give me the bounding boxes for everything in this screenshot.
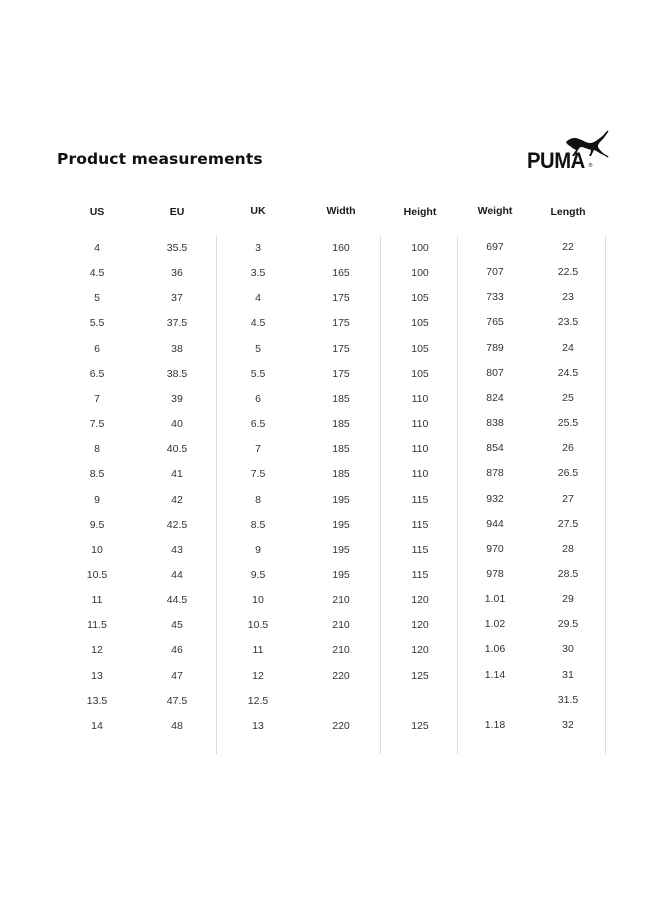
cell-width: 175 <box>332 317 350 330</box>
cell-width: 185 <box>332 392 350 405</box>
cell-length: 22 <box>562 241 574 253</box>
cell-us: 6 <box>94 342 100 355</box>
cell-length: 32 <box>562 718 574 731</box>
cell-width: 185 <box>332 443 350 456</box>
cell-uk: 5.5 <box>250 367 266 380</box>
cell-width: 160 <box>332 242 350 254</box>
cell-us: 7.5 <box>89 418 105 431</box>
cell-us: 13 <box>91 669 103 682</box>
cell-height: 105 <box>411 317 429 330</box>
cell-width: 195 <box>332 493 350 506</box>
cell-length: 25 <box>562 391 574 404</box>
cell-height: 115 <box>411 493 429 506</box>
cell-us: 8 <box>94 443 100 456</box>
cell-uk: 12.5 <box>247 694 269 707</box>
column-header-us: US <box>89 206 105 218</box>
cell-uk: 13 <box>252 719 264 732</box>
cell-weight: 733 <box>486 291 504 304</box>
column-header-width: Width <box>326 205 356 217</box>
cell-us: 10.5 <box>86 568 108 581</box>
cell-eu: 47.5 <box>166 694 188 707</box>
cell-width: 195 <box>332 518 350 531</box>
cell-us: 6.5 <box>89 367 105 380</box>
cell-us: 7 <box>94 392 100 405</box>
cell-uk: 5 <box>255 342 261 355</box>
cell-us: 5 <box>94 292 100 305</box>
cell-width: 195 <box>332 568 350 581</box>
cell-length: 24 <box>562 341 574 354</box>
cell-weight: 854 <box>486 442 504 455</box>
cell-eu: 47 <box>171 669 183 682</box>
cell-height: 120 <box>411 619 429 632</box>
cell-weight: 765 <box>486 316 504 329</box>
cell-uk: 9 <box>255 543 261 556</box>
cell-width: 175 <box>332 367 350 380</box>
cell-weight: 697 <box>486 241 504 253</box>
cell-eu: 42 <box>171 493 183 506</box>
cell-length: 27 <box>562 492 574 505</box>
cell-width: 195 <box>332 543 350 556</box>
cell-uk: 6 <box>255 392 261 405</box>
cell-height: 100 <box>411 242 429 254</box>
cell-length: 31 <box>562 668 574 681</box>
cell-height: 110 <box>411 418 429 431</box>
cell-eu: 39 <box>171 392 183 405</box>
cell-width: 210 <box>332 644 350 657</box>
cell-weight: 878 <box>486 467 504 480</box>
cell-width: 175 <box>332 342 350 355</box>
registered-mark: ® <box>588 163 593 169</box>
cell-eu: 43 <box>171 543 183 556</box>
brand-name: PUMA <box>527 148 585 173</box>
cell-height: 125 <box>411 719 429 732</box>
cell-height: 105 <box>411 342 429 355</box>
cell-uk: 11 <box>252 644 264 657</box>
cell-length: 28 <box>562 542 574 555</box>
cell-width: 210 <box>332 594 350 607</box>
column-header-uk: UK <box>250 205 266 217</box>
cell-uk: 12 <box>252 669 264 682</box>
column-header-height: Height <box>403 206 437 218</box>
cell-width: 175 <box>332 292 350 305</box>
cell-length: 23.5 <box>557 316 579 329</box>
cell-height: 110 <box>411 392 429 405</box>
cell-uk: 8.5 <box>250 518 266 531</box>
cell-us: 14 <box>91 719 103 732</box>
cell-length: 22.5 <box>557 266 579 279</box>
cell-uk: 4.5 <box>250 317 266 330</box>
cell-uk: 6.5 <box>250 418 266 431</box>
cell-uk: 10 <box>252 594 264 607</box>
cell-length: 26 <box>562 442 574 455</box>
cell-eu: 44.5 <box>166 594 188 607</box>
cell-height: 125 <box>411 669 429 682</box>
cell-eu: 35.5 <box>166 242 188 254</box>
cell-weight: 944 <box>486 517 504 530</box>
cell-uk: 7 <box>255 443 261 456</box>
cell-uk: 3.5 <box>250 267 266 280</box>
cell-eu: 37.5 <box>166 317 188 330</box>
cell-weight: 970 <box>486 542 504 555</box>
cell-us: 9 <box>94 493 100 506</box>
cell-length: 23 <box>562 291 574 304</box>
cell-us: 4.5 <box>89 267 105 280</box>
cell-eu: 41 <box>171 468 183 481</box>
column-header-length: Length <box>550 206 586 218</box>
cell-length: 29.5 <box>557 618 579 631</box>
cell-eu: 38 <box>171 342 183 355</box>
cell-height: 115 <box>411 518 429 531</box>
cell-uk: 7.5 <box>250 468 266 481</box>
cell-us: 8.5 <box>89 468 105 481</box>
cell-weight: 1.01 <box>484 593 506 606</box>
cell-length: 27.5 <box>557 517 579 530</box>
column-header-eu: EU <box>169 206 185 218</box>
cell-length: 30 <box>562 643 574 656</box>
cell-height: 105 <box>411 367 429 380</box>
column-header-weight: Weight <box>477 205 513 217</box>
cell-width: 220 <box>332 669 350 682</box>
cell-eu: 36 <box>171 267 183 280</box>
cell-uk: 10.5 <box>247 619 269 632</box>
cell-height: 100 <box>411 267 429 280</box>
cell-weight: 1.02 <box>484 618 506 631</box>
cell-height: 105 <box>411 292 429 305</box>
cell-length: 29 <box>562 593 574 606</box>
cell-width: 185 <box>332 468 350 481</box>
cell-height: 115 <box>411 543 429 556</box>
cell-length: 24.5 <box>557 366 579 379</box>
cell-eu: 42.5 <box>166 518 188 531</box>
cell-width: 185 <box>332 418 350 431</box>
cell-weight: 978 <box>486 567 504 580</box>
cell-us: 11.5 <box>87 619 107 632</box>
cell-us: 12 <box>91 644 103 657</box>
cell-length: 25.5 <box>557 417 579 430</box>
cell-weight: 824 <box>486 391 504 404</box>
cell-weight: 789 <box>486 341 504 354</box>
cell-us: 5.5 <box>89 317 105 330</box>
cell-uk: 8 <box>255 493 261 506</box>
cell-height: 110 <box>411 443 429 456</box>
cell-height: 110 <box>411 468 429 481</box>
cell-eu: 40.5 <box>166 443 188 456</box>
cell-width: 210 <box>332 619 350 632</box>
cell-length: 31.5 <box>557 693 579 706</box>
cell-eu: 45 <box>171 619 183 632</box>
cell-height: 120 <box>411 644 429 657</box>
cell-uk: 4 <box>255 292 261 305</box>
cell-weight: 932 <box>486 492 504 505</box>
cell-weight: 1.06 <box>484 643 506 656</box>
cell-uk: 3 <box>255 242 261 254</box>
cell-weight: 807 <box>486 366 504 379</box>
cell-weight: 1.14 <box>484 668 506 681</box>
cell-length: 28.5 <box>557 567 579 580</box>
cell-uk: 9.5 <box>250 568 266 581</box>
cell-us: 9.5 <box>89 518 105 531</box>
page-title: Product measurements <box>57 150 263 168</box>
cell-us: 10 <box>91 543 103 556</box>
cell-width: 220 <box>332 719 350 732</box>
cell-us: 13.5 <box>86 694 108 707</box>
cell-eu: 38.5 <box>166 367 188 380</box>
cell-eu: 40 <box>171 418 183 431</box>
cell-weight: 707 <box>486 266 504 279</box>
cell-eu: 44 <box>171 568 183 581</box>
cell-us: 4 <box>94 242 100 254</box>
cell-eu: 48 <box>171 719 183 732</box>
cell-us: 11 <box>91 594 103 607</box>
cell-length: 26.5 <box>557 467 579 480</box>
cell-eu: 46 <box>171 644 183 657</box>
cell-height: 120 <box>411 594 429 607</box>
cell-eu: 37 <box>171 292 183 305</box>
cell-height: 115 <box>411 568 429 581</box>
cell-weight: 838 <box>486 417 504 430</box>
cell-weight: 1.18 <box>484 718 506 731</box>
cell-width: 165 <box>332 267 350 280</box>
